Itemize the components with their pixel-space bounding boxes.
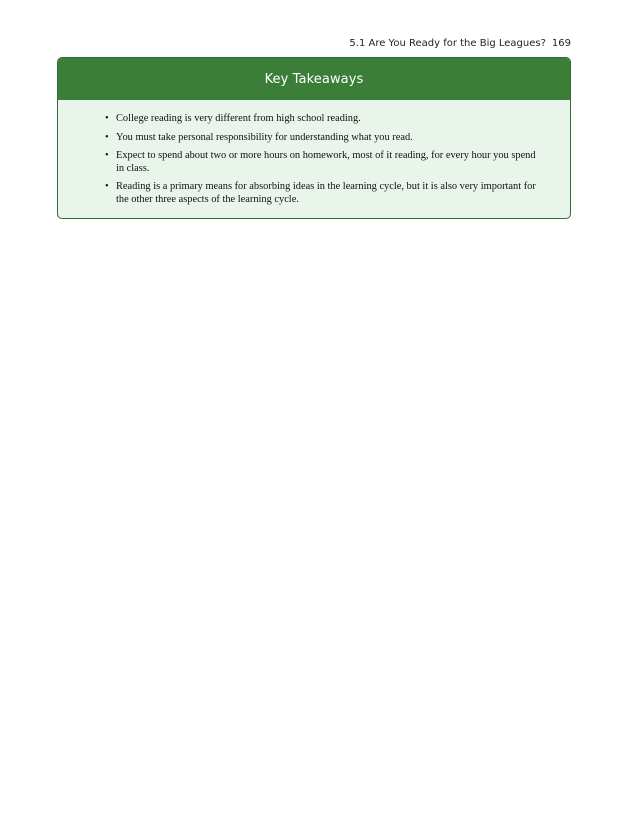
bullet-icon: • <box>105 181 109 193</box>
key-takeaways-box <box>57 57 571 219</box>
list-item-text: You must take personal responsibility for understanding what you read. <box>116 131 413 143</box>
list-item <box>105 113 544 126</box>
list-item-text: College reading is very different from high school reading. <box>116 113 361 124</box>
page-number: 169 <box>551 38 571 49</box>
list-item <box>105 181 544 206</box>
list-item <box>105 150 544 175</box>
list-item <box>105 131 544 145</box>
section-title: 5.1 Are You Ready for the Big Leagues? <box>349 38 546 49</box>
key-takeaways-title: Key Takeaways <box>264 71 364 87</box>
bullet-icon: • <box>105 150 109 162</box>
list-item-text: Reading is a primary means for absorbing ideas in the learning cycle, but it is also very important for the other three aspects of the learning cycle. <box>116 181 536 205</box>
key-takeaways-title-bar <box>58 58 570 100</box>
running-header <box>349 38 571 49</box>
key-takeaways-list <box>58 100 570 207</box>
list-item-text: Expect to spend about two or more hours on homework, most of it reading, for every hour you spend in class. <box>116 150 536 174</box>
bullet-icon: • <box>105 113 109 124</box>
bullet-icon: • <box>105 131 109 143</box>
